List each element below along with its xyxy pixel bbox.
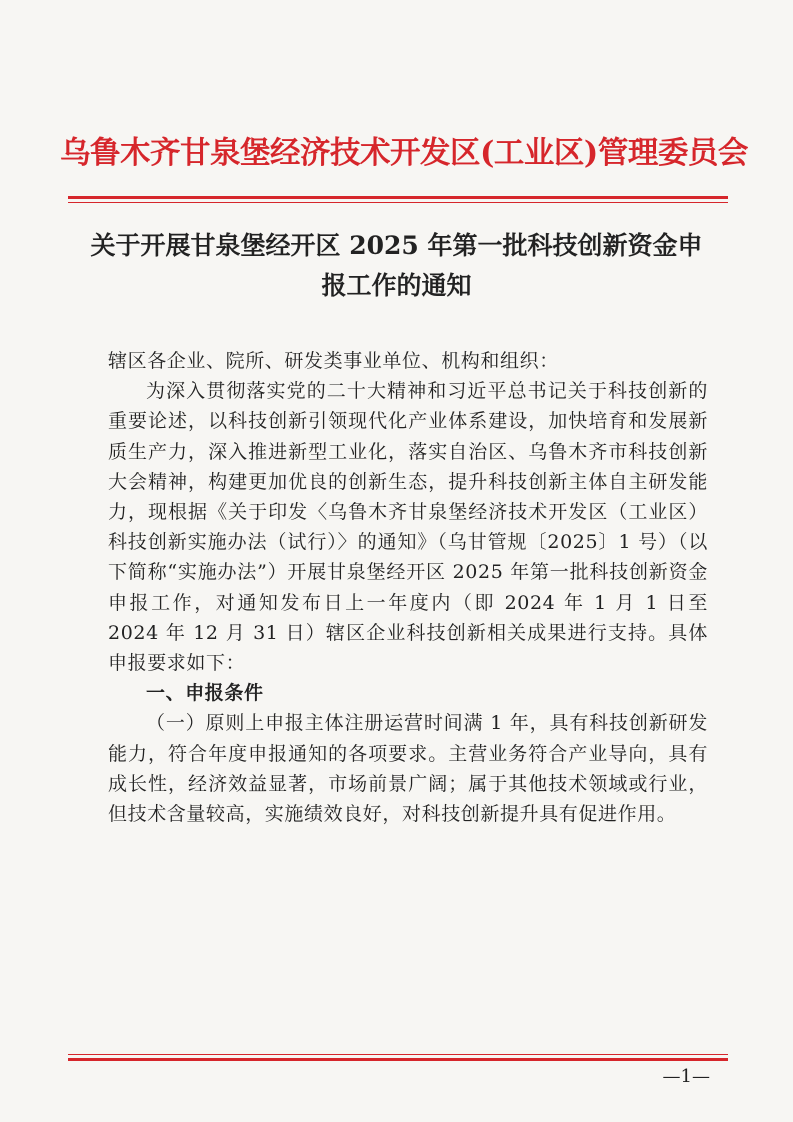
header-red-rule-thick bbox=[68, 196, 728, 199]
footer-red-rule-thick bbox=[68, 1058, 728, 1061]
salutation: 辖区各企业、院所、研发类事业单位、机构和组织： bbox=[108, 350, 559, 372]
organization-header: 乌鲁木齐甘泉堡经济技术开发区(工业区)管理委员会 bbox=[60, 135, 748, 171]
document-body bbox=[108, 346, 708, 829]
section-item-paragraph: （一）原则上申报主体注册运营时间满 1 年，具有科技创新研发能力，符合年度申报通知的各项要求。主营业务符合产业导向，具有成长性，经济效益显著，市场前景广阔；属于其他技术领域或行业，但技术含量较高，实施绩效良好，对科技创新提升具有促进作用。 bbox=[108, 712, 708, 826]
section-heading: 一、申报条件 bbox=[146, 682, 264, 705]
intro-paragraph: 为深入贯彻落实党的二十大精神和习近平总书记关于科技创新的重要论述，以科技创新引领现代化产业体系建设，加快培育和发展新质生产力，深入推进新型工业化，落实自治区、乌鲁木齐市科技创新大会精神，构建更加优良的创新生态，提升科技创新主体自主研发能力，现根据《关于印发〈乌鲁木齐甘泉堡经济技术开发区（工业区）科技创新实施办法（试行）〉的通知》（乌甘管规〔2025〕1 号）（以下简称“实施办法”）开展甘泉堡经开区 2025 年第一批科技创新资金申报工作，对通知发布日上一年度内（即 2024 年 1 月 1 日至 2024 年 12 月 31 日）辖区企业科技创新相关成果进行支持。具体申报要求如下： bbox=[108, 380, 708, 675]
document-title: 关于开展甘泉堡经开区 2025 年第一批科技创新资金申报工作的通知 bbox=[90, 231, 703, 300]
header-red-rule-thin bbox=[68, 202, 728, 203]
footer-red-rule-thin bbox=[68, 1054, 728, 1055]
page-number: —1— bbox=[662, 1066, 710, 1087]
